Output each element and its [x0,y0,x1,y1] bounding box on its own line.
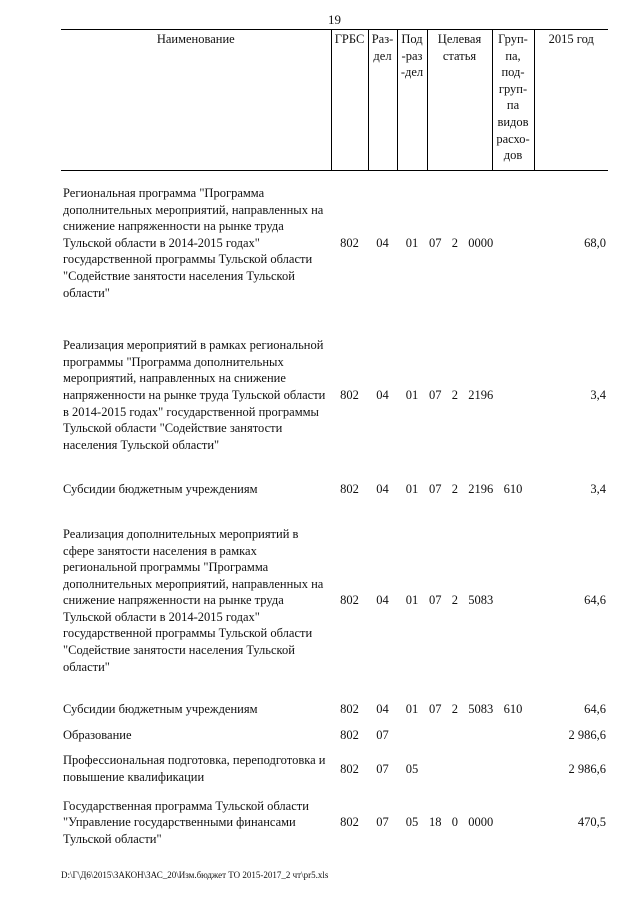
row-podrazdel: 01 [405,235,419,250]
row-razdel: 04 [376,387,389,402]
table-row [61,526,608,675]
table-row [61,701,608,718]
row-amount: 3,4 [590,482,606,497]
row-gruppa [492,337,534,453]
row-celevaya [427,752,492,785]
row-grbs: 802 [340,482,359,497]
row-podrazdel: 05 [405,815,419,830]
header-year: 2015 год [534,30,608,171]
row-amount: 2 986,6 [568,727,606,742]
header-celevaya: Целевая статья [427,30,492,171]
row-amount: 3,4 [590,387,606,402]
row-podrazdel: 01 [405,387,419,402]
row-gruppa: 610 [503,702,523,717]
row-razdel: 07 [376,815,389,830]
table-row [61,337,608,453]
row-celevaya: 07 2 2196 [429,387,494,402]
row-grbs: 802 [340,593,359,608]
row-gruppa [492,752,534,785]
row-amount: 2 986,6 [568,761,606,776]
row-podrazdel [397,727,427,744]
row-gruppa [492,798,534,848]
row-grbs: 802 [340,235,359,250]
row-name: Реализация дополнительных мероприятий в сфере занятости населения в рамках региональной программы "Программа дополнительных мероприятий, направленных на снижение напряженности на рынке труда Тульской области в 2014-2015 годах" государственной программы Тульской области "Содействие занятости населения Тульской области" [63,526,324,674]
header-grbs: ГРБС [331,30,368,171]
row-celevaya: 07 2 5083 [429,593,494,608]
row-celevaya [427,727,492,744]
row-podrazdel: 01 [405,702,419,717]
row-gruppa [492,185,534,301]
row-grbs: 802 [340,815,359,830]
row-gruppa [492,727,534,744]
row-celevaya: 07 2 5083 [429,702,494,717]
row-podrazdel: 01 [405,482,419,497]
table-row [61,185,608,301]
page-number: 19 [328,12,341,27]
row-name: Субсидии бюджетным учреждениям [63,482,258,497]
row-razdel: 07 [376,761,389,776]
row-razdel: 04 [376,482,389,497]
row-razdel: 04 [376,593,389,608]
header-razdel: Раз-дел [368,30,397,171]
budget-table [61,29,608,847]
row-name: Государственная программа Тульской области "Управление государственными финансами Тульской области" [63,798,309,846]
header-name: Наименование [61,30,331,171]
row-podrazdel: 01 [405,593,419,608]
row-amount: 68,0 [584,235,606,250]
table-row [61,481,608,498]
table-body [61,171,608,848]
row-grbs: 802 [340,702,359,717]
table-row [61,752,608,785]
table-row [61,727,608,744]
row-name: Профессиональная подготовка, переподготовка и повышение квалификации [63,753,326,785]
row-name: Образование [63,727,132,742]
row-celevaya: 07 2 2196 [429,482,494,497]
table-row [61,798,608,848]
row-name: Реализация мероприятий в рамках региональной программы "Программа дополнительных мероприятий, направленных на снижение напряженности на рынке труда Тульской области в 2014-2015 годах" государственной программы Тульской области "Содействие занятости населения Тульской области" [63,338,326,452]
file-path-footer: D:\Г\Д6\2015\ЗАКОН\ЗАС_20\Изм.бюджет ТО 2015-2017_2 чт\pr5.xls [61,870,329,880]
row-amount: 64,6 [584,593,606,608]
row-gruppa [492,526,534,675]
row-name: Региональная программа "Программа дополнительных мероприятий, направленных на снижение напряженности на рынке труда Тульской области в 2014-2015 годах" государственной программы Тульской области "Содействие занятости населения Тульской области" [63,186,324,300]
row-amount: 64,6 [584,702,606,717]
row-razdel: 04 [376,702,389,717]
row-gruppa: 610 [503,482,523,497]
row-celevaya: 18 0 0000 [429,815,494,830]
row-grbs: 802 [340,727,359,742]
row-name: Субсидии бюджетным учреждениям [63,702,258,717]
row-razdel: 07 [376,727,389,742]
row-razdel: 04 [376,235,389,250]
row-amount: 470,5 [577,815,606,830]
header-gruppa: Груп-па, под-груп-па видов расхо-дов [492,30,534,171]
row-grbs: 802 [340,387,359,402]
row-podrazdel: 05 [405,761,419,776]
header-podrazdel: Под-раз-дел [397,30,427,171]
table-header-row [61,30,608,171]
row-celevaya: 07 2 0000 [429,235,494,250]
row-grbs: 802 [340,761,359,776]
